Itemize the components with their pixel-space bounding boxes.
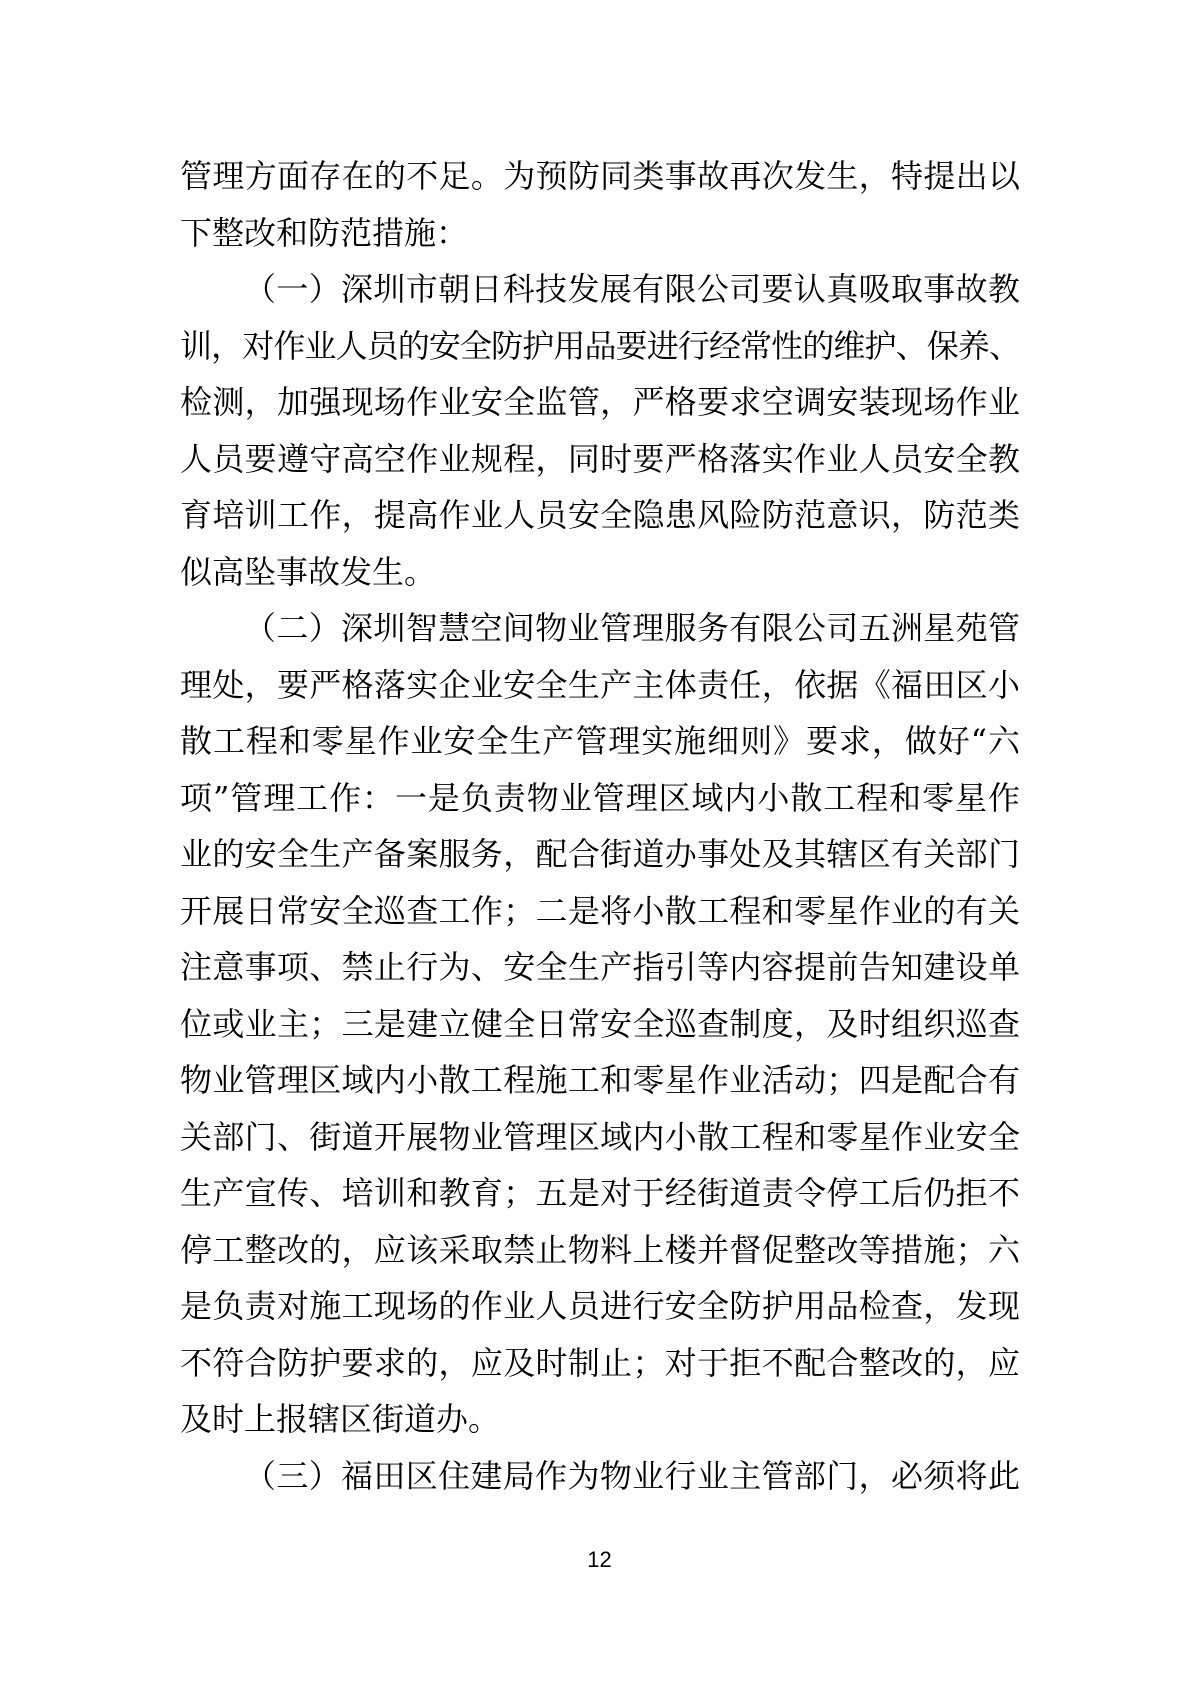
document-body-text (180, 148, 1020, 1504)
text-line: （三）福田区住建局作为物业行业主管部门，必须将此 (244, 1456, 1020, 1495)
text-line: 停工整改的，应该采取禁止物料上楼并督促整改等措施；六 (180, 1230, 1020, 1269)
text-line: 注意事项、禁止行为、安全生产指引等内容提前告知建设单 (180, 948, 1020, 986)
text-line: 位或业主；三是建立健全日常安全巡查制度，及时组织巡查 (180, 1004, 1020, 1043)
text-line: 开展日常安全巡查工作；二是将小散工程和零星作业的有关 (180, 891, 1020, 930)
text-line: 人员要遵守高空作业规程，同时要严格落实作业人员安全教 (180, 439, 1020, 478)
text-line: 管理方面存在的不足。为预防同类事故再次发生，特提出以 (180, 157, 1020, 195)
text-line: 物业管理区域内小散工程施工和零星作业活动；四是配合有 (180, 1061, 1020, 1099)
text-line: （二）深圳智慧空间物业管理服务有限公司五洲星苑管 (244, 609, 1020, 647)
text-line: 关部门、街道开展物业管理区域内小散工程和零星作业安全 (180, 1117, 1020, 1156)
text-line: 是负责对施工现场的作业人员进行安全防护用品检查，发现 (180, 1287, 1020, 1325)
text-line: 散工程和零星作业安全生产管理实施细则》要求，做好“六 (180, 722, 1020, 760)
text-line: （一）深圳市朝日科技发展有限公司要认真吸取事故教 (244, 270, 1020, 308)
text-line: 下整改和防范措施： (180, 213, 469, 252)
text-line: 业的安全生产备案服务，配合街道办事处及其辖区有关部门 (180, 835, 1020, 873)
page-number: 12 (587, 1547, 612, 1572)
text-line: 训，对作业人员的安全防护用品要进行经常性的维护、保养、 (180, 326, 1020, 365)
text-line: 育培训工作，提高作业人员安全隐患风险防范意识，防范类 (180, 496, 1020, 534)
text-line: 检测，加强现场作业安全监管，严格要求空调安装现场作业 (180, 383, 1020, 421)
text-line: 项”管理工作：一是负责物业管理区域内小散工程和零星作 (180, 778, 1020, 817)
text-line: 生产宣传、培训和教育；五是对于经街道责令停工后仍拒不 (180, 1174, 1020, 1212)
text-line: 及时上报辖区街道办。 (180, 1400, 501, 1438)
text-line: 理处，要严格落实企业安全生产主体责任，依据《福田区小 (180, 665, 1020, 704)
text-line: 似高坠事故发生。 (180, 552, 437, 591)
text-line: 不符合防护要求的，应及时制止；对于拒不配合整改的，应 (180, 1343, 1020, 1382)
